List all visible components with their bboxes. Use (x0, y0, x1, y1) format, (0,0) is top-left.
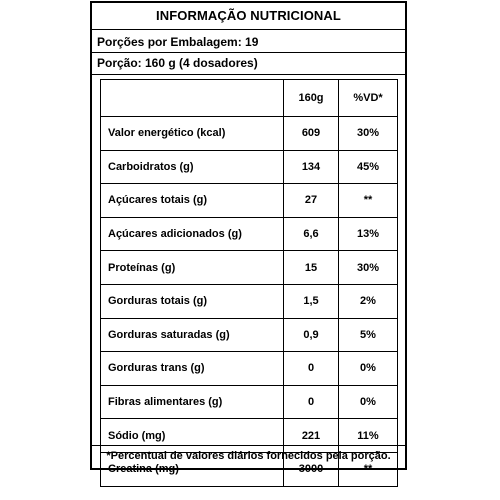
nutrient-amount: 6,6 (284, 217, 339, 251)
nutrient-amount: 0 (284, 385, 339, 419)
nutrient-daily-value: 2% (339, 284, 398, 318)
portions-per-package: Porções por Embalagem: 19 (97, 35, 259, 49)
divider (92, 74, 405, 75)
footnote: *Percentual de valores diários fornecidos pela porção. (106, 450, 391, 462)
table-row (101, 184, 398, 218)
table-row (101, 284, 398, 318)
nutrient-amount: 3000 (284, 452, 339, 486)
table-header-row (101, 80, 398, 117)
label-title: INFORMAÇÃO NUTRICIONAL (92, 3, 405, 30)
nutrient-amount: 0,9 (284, 318, 339, 352)
nutrient-amount: 0 (284, 352, 339, 386)
nutrient-daily-value: 0% (339, 385, 398, 419)
nutrient-name: Proteínas (g) (101, 251, 284, 285)
table-row (101, 352, 398, 386)
column-header-daily-value: %VD* (339, 80, 398, 117)
nutrient-amount: 609 (284, 117, 339, 151)
nutrient-daily-value: ** (339, 452, 398, 486)
nutrient-daily-value: 45% (339, 150, 398, 184)
nutrient-name: Gorduras saturadas (g) (101, 318, 284, 352)
nutrient-daily-value: 30% (339, 251, 398, 285)
nutrient-name: Açúcares adicionados (g) (101, 217, 284, 251)
table-row (101, 419, 398, 453)
nutrient-daily-value: 11% (339, 419, 398, 453)
nutrient-name: Gorduras trans (g) (101, 352, 284, 386)
nutrient-daily-value: 5% (339, 318, 398, 352)
nutrition-facts-label (90, 1, 407, 476)
nutrient-name: Sódio (mg) (101, 419, 284, 453)
nutrient-name: Valor energético (kcal) (101, 117, 284, 151)
nutrient-daily-value: 30% (339, 117, 398, 151)
nutrient-name: Fibras alimentares (g) (101, 385, 284, 419)
nutrient-name: Carboidratos (g) (101, 150, 284, 184)
table-row (101, 150, 398, 184)
table-row (101, 318, 398, 352)
column-header-amount: 160g (284, 80, 339, 117)
nutrient-amount: 221 (284, 419, 339, 453)
table-row (101, 117, 398, 151)
nutrient-amount: 1,5 (284, 284, 339, 318)
divider (92, 52, 405, 53)
nutrient-name: Açúcares totais (g) (101, 184, 284, 218)
serving-size: Porção: 160 g (4 dosadores) (97, 56, 258, 70)
table-row (101, 385, 398, 419)
column-header-nutrient (101, 80, 284, 117)
nutrition-table (100, 79, 398, 487)
nutrient-daily-value: 0% (339, 352, 398, 386)
nutrient-amount: 27 (284, 184, 339, 218)
nutrient-name: Creatina (mg) (101, 452, 284, 486)
nutrient-amount: 134 (284, 150, 339, 184)
nutrient-name: Gorduras totais (g) (101, 284, 284, 318)
nutrient-amount: 15 (284, 251, 339, 285)
nutrient-daily-value: ** (339, 184, 398, 218)
table-row (101, 217, 398, 251)
table-row (101, 251, 398, 285)
nutrient-daily-value: 13% (339, 217, 398, 251)
divider (92, 445, 405, 446)
